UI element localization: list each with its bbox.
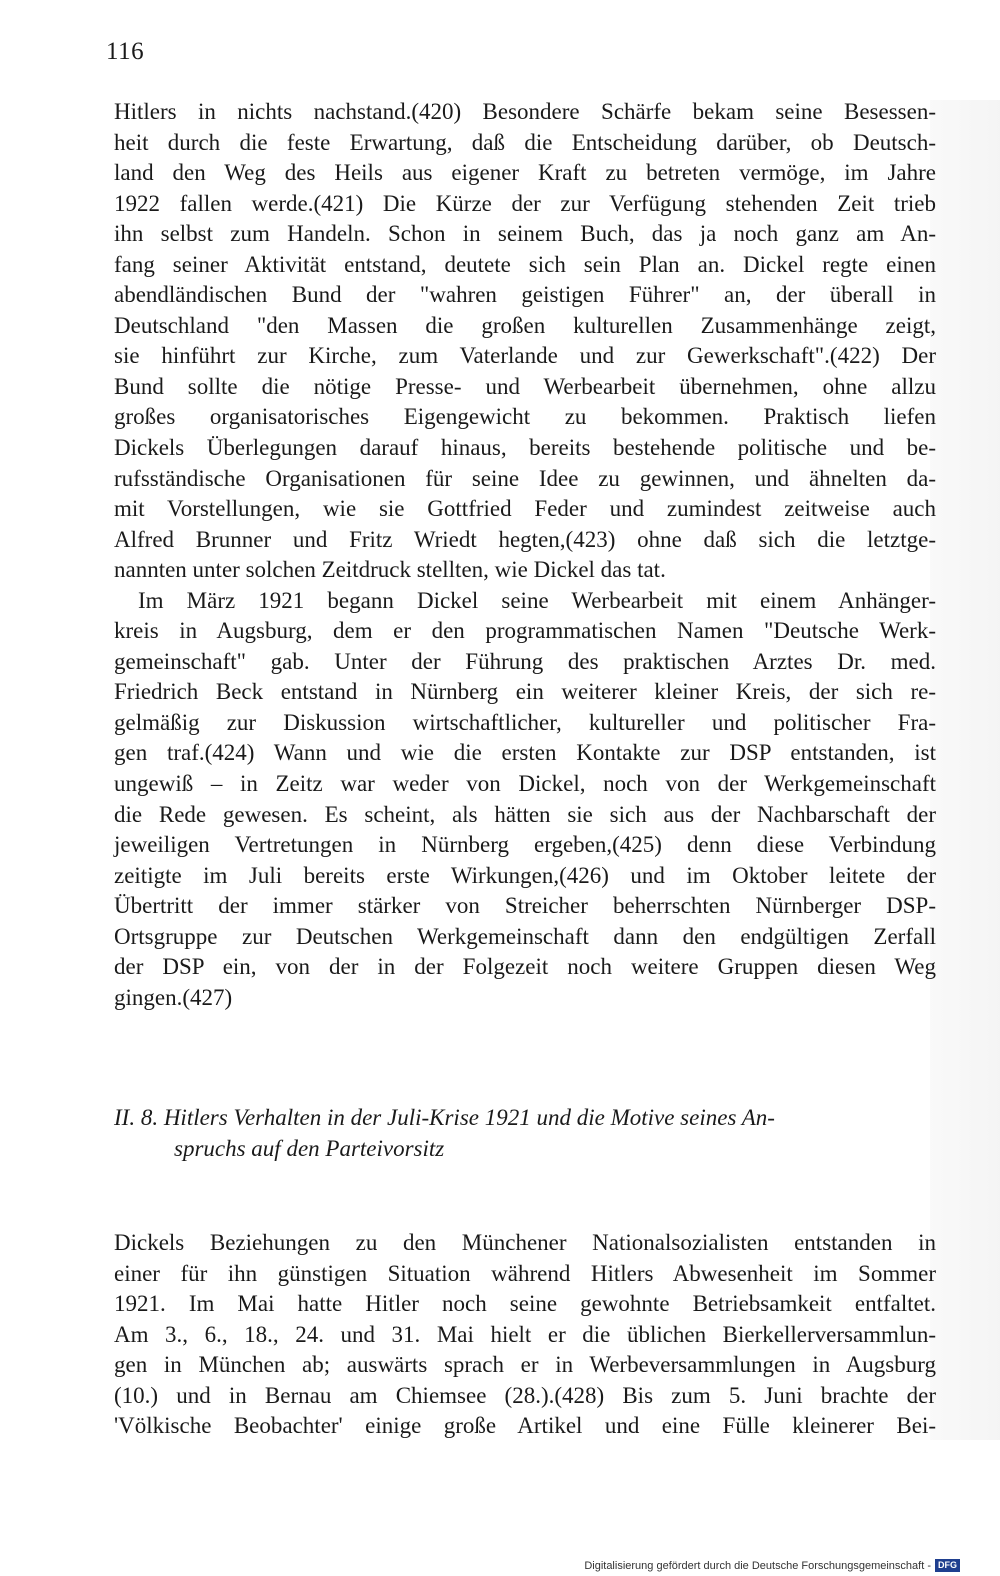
text-line: heit durch die feste Erwartung, daß die Entscheidung darüber, ob Deutsch- — [114, 129, 936, 155]
text-line: Dickels Beziehungen zu den Münchener Nationalsozialisten entstanden in — [114, 1230, 936, 1255]
text-line: Bund sollte die nötige Presse- und Werbearbeit übernehmen, ohne allzu — [114, 373, 936, 399]
text-line: der DSP ein, von der in der Folgezeit noch weitere Gruppen diesen Weg — [114, 954, 936, 980]
text-line: Alfred Brunner und Fritz Wriedt hegten,(423) ohne daß sich die letztge- — [114, 526, 936, 552]
text-line: gen in München ab; auswärts sprach er in Werbeversammlungen in Augsburg — [114, 1352, 936, 1378]
text-line: großes organisatorisches Eigengewicht zu bekommen. Praktisch liefen — [114, 404, 936, 430]
text-line: Ortsgruppe zur Deutschen Werkgemeinschaft dann den endgültigen Zerfall — [114, 923, 936, 949]
text-line: mit Vorstellungen, wie sie Gottfried Feder und zumindest zeitweise auch — [114, 496, 936, 522]
text-line: Im März 1921 begann Dickel seine Werbearbeit mit einem Anhänger- — [138, 587, 936, 613]
text-line: (10.) und in Bernau am Chiemsee (28.).(428) Bis zum 5. Juni brachte der — [114, 1382, 936, 1408]
text-line: jeweiligen Vertretungen in Nürnberg ergeben,(425) denn diese Verbindung — [114, 832, 936, 858]
text-line: gen traf.(424) Wann und wie die ersten Kontakte zur DSP entstanden, ist — [114, 740, 936, 766]
text-line: zeitigte im Juli bereits erste Wirkungen,(426) und im Oktober leitete der — [114, 862, 936, 888]
dfg-logo: DFG — [935, 1559, 960, 1572]
text-line: Am 3., 6., 18., 24. und 31. Mai hielt er die üblichen Bierkellerversammlun- — [114, 1321, 936, 1347]
text-line: 'Völkische Beobachter' einige große Artikel und eine Fülle kleinerer Bei- — [114, 1413, 936, 1439]
body-text-top — [114, 97, 936, 1013]
text-line: ungewiß – in Zeitz war weder von Dickel, noch von der Werkgemeinschaft — [114, 771, 936, 797]
heading-line: II. 8. Hitlers Verhalten in der Juli-Krise 1921 und die Motive seines An- — [114, 1105, 775, 1130]
text-line: einer für ihn günstigen Situation während Hitlers Abwesenheit im Sommer — [114, 1260, 936, 1286]
text-line: fang seiner Aktivität entstand, deutete sich sein Plan an. Dickel regte einen — [114, 251, 936, 277]
text-line: Deutschland "den Massen die großen kulturellen Zusammenhänge zeigt, — [114, 312, 936, 338]
text-line: ihn selbst zum Handeln. Schon in seinem Buch, das ja noch ganz am An- — [114, 221, 936, 247]
paragraph-3 — [114, 1228, 936, 1442]
body-text-bottom — [114, 1228, 936, 1442]
text-line: Dickels Überlegungen darauf hinaus, bereits bestehende politische und be- — [114, 435, 936, 461]
text-line: nannten unter solchen Zeitdruck stellten, wie Dickel das tat. — [114, 557, 666, 583]
digitization-credit — [584, 1559, 960, 1572]
text-line: 1922 fallen werde.(421) Die Kürze der zur Verfügung stehenden Zeit trieb — [114, 190, 936, 216]
text-line: gelmäßig zur Diskussion wirtschaftlicher, kultureller und politischer Fra- — [114, 709, 936, 735]
heading-line: spruchs auf den Parteivorsitz — [174, 1135, 445, 1161]
text-line: Hitlers in nichts nachstand.(420) Besondere Schärfe bekam seine Besessen- — [114, 99, 936, 124]
paragraph-2 — [114, 586, 936, 1014]
text-line: kreis in Augsburg, dem er den programmatischen Namen "Deutsche Werk- — [114, 618, 936, 644]
credit-text: Digitalisierung gefördert durch die Deutsche Forschungsgemeinschaft - — [584, 1559, 931, 1572]
text-line: abendländischen Bund der "wahren geistigen Führer" an, der überall in — [114, 282, 936, 308]
page-number: 116 — [106, 38, 145, 65]
text-line: sie hinführt zur Kirche, zum Vaterlande und zur Gewerkschaft".(422) Der — [114, 343, 936, 369]
text-line: 1921. Im Mai hatte Hitler noch seine gewohnte Betriebsamkeit entfaltet. — [114, 1291, 936, 1317]
facing-page-bleed — [930, 100, 1000, 1440]
text-line: rufsständische Organisationen für seine Idee zu gewinnen, und ähnelten da- — [114, 465, 936, 491]
text-line: land den Weg des Heils aus eigener Kraft zu betreten vermöge, im Jahre — [114, 160, 936, 186]
text-line: die Rede gewesen. Es scheint, als hätten sie sich aus der Nachbarschaft der — [114, 801, 936, 827]
text-line: gingen.(427) — [114, 984, 233, 1010]
text-line: Friedrich Beck entstand in Nürnberg ein weiterer kleiner Kreis, der sich re- — [114, 679, 936, 705]
paragraph-1 — [114, 97, 936, 586]
text-line: Übertritt der immer stärker von Streicher beherrschten Nürnberger DSP- — [114, 893, 936, 919]
section-heading — [114, 1103, 936, 1164]
text-line: gemeinschaft" gab. Unter der Führung des praktischen Arztes Dr. med. — [114, 648, 936, 674]
